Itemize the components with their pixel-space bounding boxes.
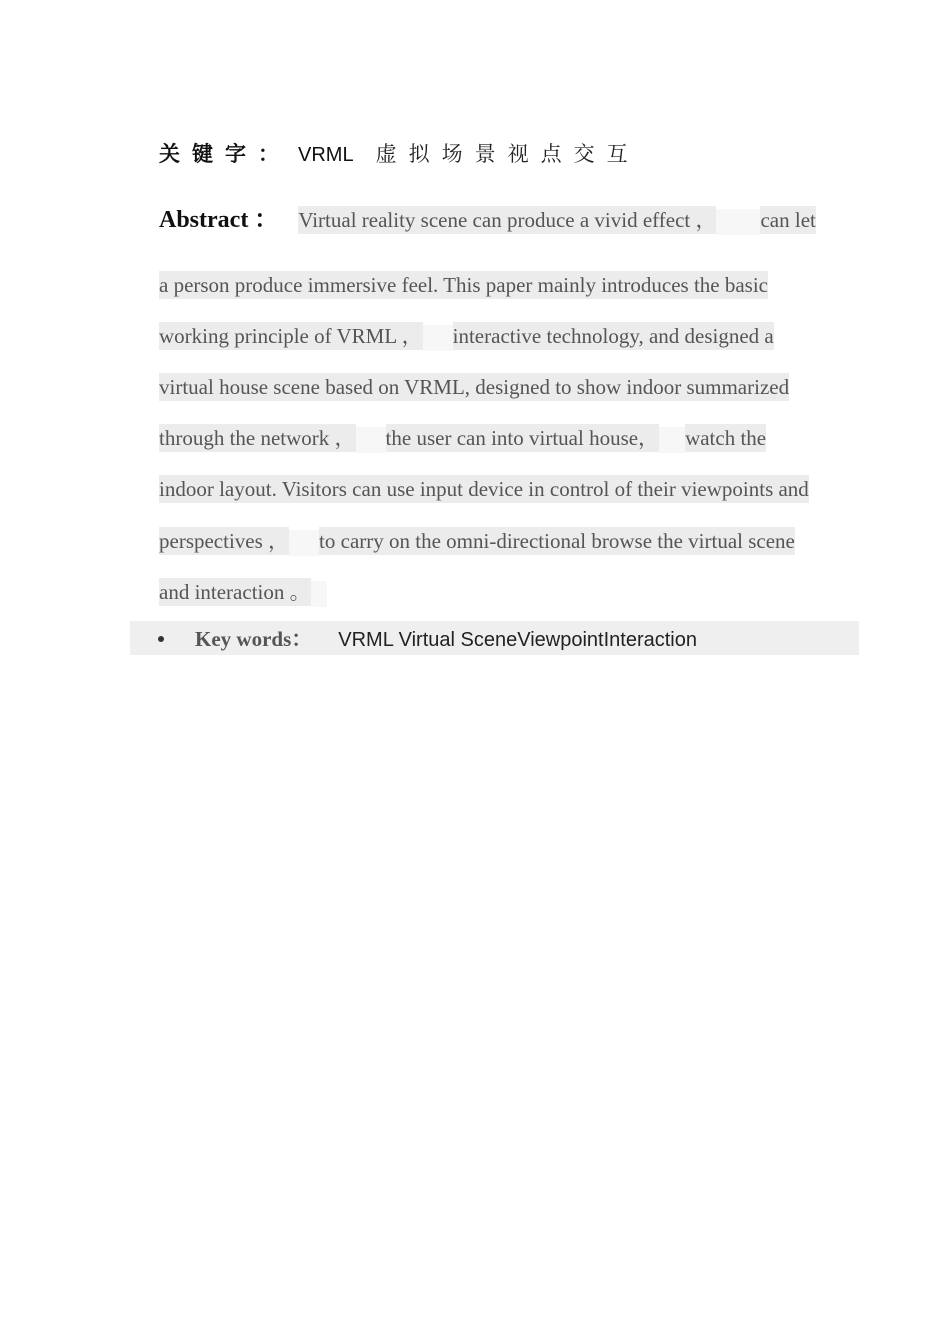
abstract-line-6 xyxy=(159,475,809,503)
abstract-text: interactive technology, and designed a xyxy=(452,324,774,348)
abstract-text: can let xyxy=(760,208,816,232)
chinese-keywords-line xyxy=(159,138,640,168)
bullet-icon xyxy=(158,636,164,642)
abstract-line-4 xyxy=(159,373,789,401)
abstract-text: indoor layout. Visitors can use input device in control of their viewpoints and xyxy=(159,477,809,501)
abstract-text: a person produce immersive feel. This paper mainly introduces the basic xyxy=(159,273,768,297)
chinese-keywords-label: 关键字 xyxy=(159,142,258,166)
abstract-line-8 xyxy=(159,578,327,606)
key-words-label: Key words： xyxy=(195,627,313,651)
abstract-text: through the network ， xyxy=(159,426,356,450)
abstract-label: Abstract ： xyxy=(159,207,279,233)
abstract-line-3 xyxy=(159,322,774,350)
abstract-text: Virtual reality scene can produce a vivid effect ， xyxy=(298,208,717,232)
abstract-line-5 xyxy=(159,424,766,452)
abstract-text: the user can into virtual house， xyxy=(385,426,660,450)
abstract-line-2 xyxy=(159,271,768,299)
chinese-keywords-colon: ： xyxy=(258,142,280,166)
chinese-keyword-vrml: VRML xyxy=(298,144,354,166)
abstract-text: watch the xyxy=(685,426,767,450)
key-words-line xyxy=(195,624,697,655)
abstract-line-7 xyxy=(159,527,795,555)
abstract-text: and interaction 。 xyxy=(159,580,311,604)
key-words-terms: VRML Virtual SceneViewpointInteraction xyxy=(338,629,697,651)
abstract-text: to carry on the omni-directional browse the virtual scene xyxy=(319,529,795,553)
abstract-text: perspectives ， xyxy=(159,529,290,553)
abstract-line-1 xyxy=(159,206,816,234)
chinese-keyword-terms: 虚拟场景视点交互 xyxy=(375,142,640,166)
abstract-text: virtual house scene based on VRML, designed to show indoor summarized xyxy=(159,375,790,399)
abstract-text: working principle of VRML ， xyxy=(159,324,423,348)
